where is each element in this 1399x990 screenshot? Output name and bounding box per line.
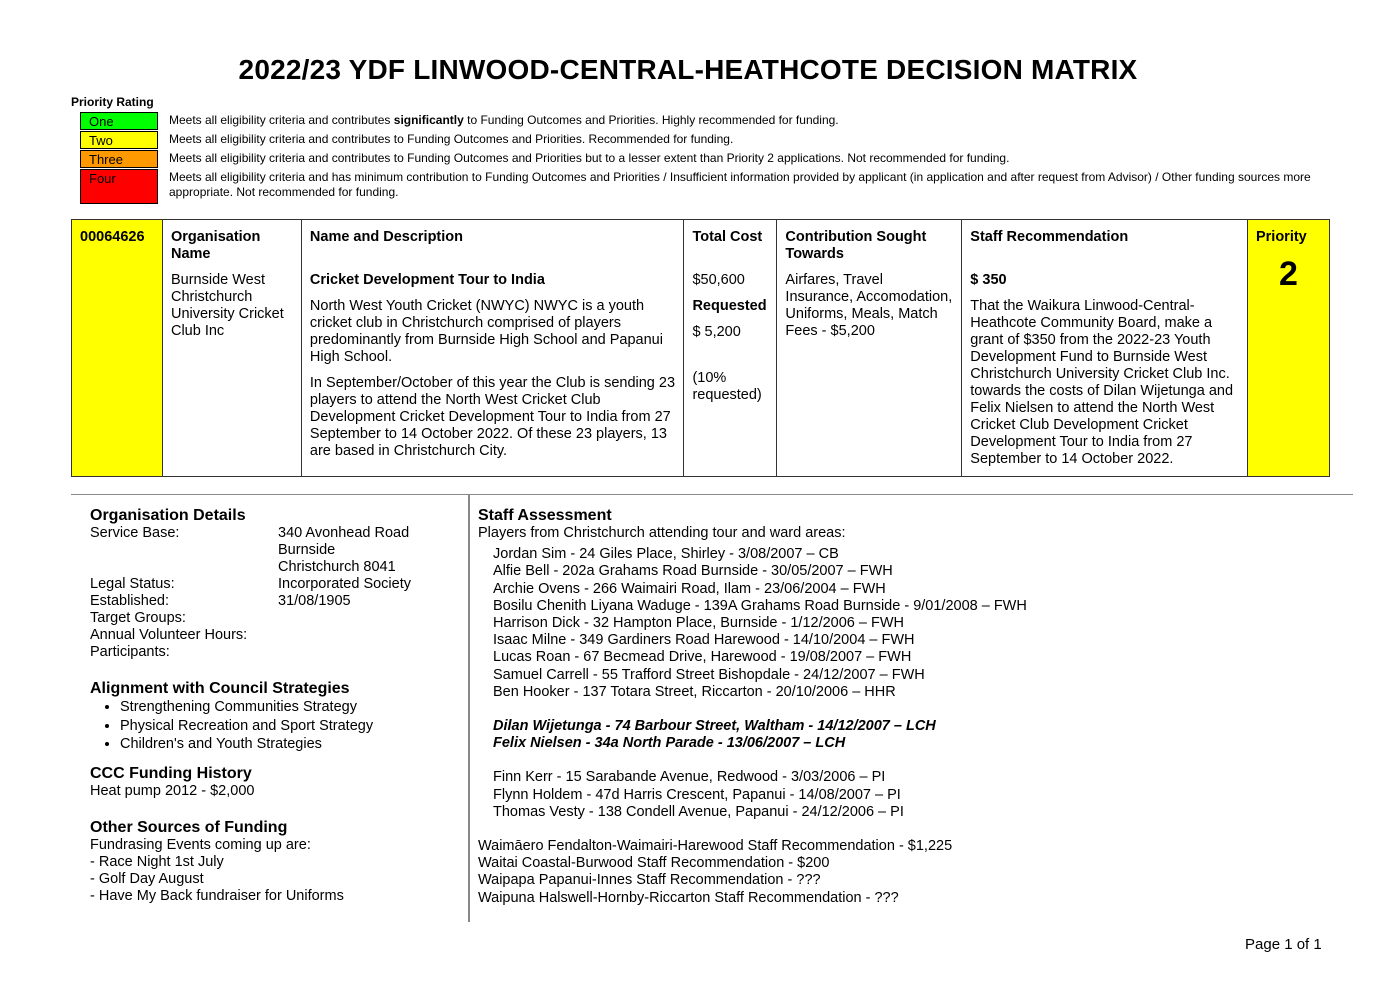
priority-swatch-two: Two <box>80 131 158 149</box>
priority-desc-three: Meets all eligibility criteria and contributes to Funding Outcomes and Priorities but to a lesser extent than Priority 2 applications. Not recommended for funding. <box>169 151 1010 165</box>
strategy-item: • Children's and Youth Strategies <box>120 735 460 754</box>
target-groups-label: Target Groups: <box>90 610 186 626</box>
service-base-row: Service Base: 340 Avonhead Road Burnside Christchurch 8041 <box>90 525 410 575</box>
other-funding-heading: Other Sources of Funding <box>90 818 288 836</box>
priority-swatch-three: Three <box>80 150 158 168</box>
player-entry: Lucas Roan - 67 Becmead Drive, Harewood - 19/08/2007 – FWH <box>493 649 912 666</box>
funding-history-text: Heat pump 2012 - $2,000 <box>90 782 255 799</box>
player-entry: Isaac Milne - 349 Gardiners Road Harewood - 14/10/2004 – FWH <box>493 632 915 649</box>
total-cost-cell <box>684 220 777 477</box>
page-number: Page 1 of 1 <box>1245 936 1322 953</box>
decision-matrix-table <box>71 219 1330 477</box>
page-title: 2022/23 YDF LINWOOD-CENTRAL-HEATHCOTE DECISION MATRIX <box>238 54 1138 85</box>
player-group-3 <box>478 769 1358 821</box>
other-funding-line: - Have My Back fundraiser for Uniforms <box>90 887 344 904</box>
priority-desc-four: Meets all eligibility criteria and has minimum contribution to Funding Outcomes and Priorities / Insufficient information provided by applicant (in application and after request from Advisor) / Other funding sources more appropriate. Not recommended for funding. <box>169 170 1311 199</box>
contribution-header: Contribution Sought Towards <box>785 229 927 262</box>
alignment-heading: Alignment with Council Strategies <box>90 680 350 697</box>
project-desc-2: In September/October of this year the Club is sending 23 players to attend the North West Cricket Club Development Cricket Development Tour to India from 27 September to 14 October 2022. Of these 23 players, 13 are based in Christchurch City. <box>309 375 676 459</box>
volunteer-hours-label: Annual Volunteer Hours: <box>90 627 248 643</box>
player-entry: Alfie Bell - 202a Grahams Road Burnside - 30/05/2007 – FWH <box>493 563 893 580</box>
org-name: Burnside West Christchurch University Cricket Club Inc <box>170 272 284 339</box>
right-column <box>478 506 1358 907</box>
project-title: Cricket Development Tour to India <box>309 272 545 288</box>
contribution-text: Airfares, Travel Insurance, Accomodation, Uniforms, Meals, Match Fees - $5,200 <box>785 272 953 339</box>
org-cell <box>162 220 301 477</box>
legal-status-row: Legal Status: Incorporated Society <box>90 576 411 592</box>
player-entry: Samuel Carrell - 55 Trafford Street Bishopdale - 24/12/2007 – FWH <box>493 666 925 683</box>
other-funding-line: Fundrasing Events coming up are: <box>90 836 311 853</box>
priority-header: Priority <box>1255 229 1307 245</box>
rec-text: That the Waikura Linwood-Central-Heathcote Community Board, make a grant of $350 from the 2022-23 Youth Development Fund to Burnside West Christchurch University Cricket Club Inc. towards the costs of Dilan Wijetunga and Felix Nielsen to attend the North West Cricket Club Development Cricket Development Tour to India from 27 September to 14 October 2022. <box>970 298 1234 467</box>
service-base-value: 340 Avonhead Road Burnside Christchurch 8041 <box>278 525 410 575</box>
column-divider <box>468 494 470 922</box>
section-divider <box>71 494 1353 495</box>
strategy-item: • Strengthening Communities Strategy <box>120 698 460 717</box>
total-cost-header: Total Cost <box>692 229 763 245</box>
player-entry: Ben Hooker - 137 Totara Street, Riccarton - 20/10/2006 – HHR <box>493 683 896 700</box>
left-column <box>90 506 460 905</box>
priority-value: 2 <box>1279 255 1298 293</box>
requested-percent: (10% requested) <box>692 370 762 403</box>
total-cost-value: $50,600 <box>692 272 745 288</box>
priority-desc-one: Meets all eligibility criteria and contributes significantly to Funding Outcomes and Priorities. Highly recommended for funding. <box>169 113 839 127</box>
player-entry-highlight: Felix Nielsen - 34a North Parade - 13/06/2007 – LCH <box>493 735 846 752</box>
participants-label: Participants: <box>90 644 170 660</box>
player-entry-highlight: Dilan Wijetunga - 74 Barbour Street, Waltham - 14/12/2007 – LCH <box>493 718 936 735</box>
staff-assessment-intro: Players from Christchurch attending tour and ward areas: <box>478 525 846 541</box>
ward-recommendation: Waitai Coastal-Burwood Staff Recommendation - $200 <box>478 855 830 872</box>
name-desc-cell <box>301 220 684 477</box>
established-row: Established: 31/08/1905 <box>90 593 351 609</box>
priority-swatch-four: Four <box>80 169 158 204</box>
staff-rec-header: Staff Recommendation <box>970 229 1129 245</box>
staff-assessment-heading: Staff Assessment <box>478 507 612 524</box>
player-entry: Jordan Sim - 24 Giles Place, Shirley - 3/08/2007 – CB <box>493 546 839 563</box>
rec-amount: $ 350 <box>970 272 1007 288</box>
player-entry: Bosilu Chenith Liyana Waduge - 139A Grahams Road Burnside - 9/01/2008 – FWH <box>493 597 1027 614</box>
org-details-heading: Organisation Details <box>90 507 246 524</box>
project-desc-1: North West Youth Cricket (NWYC) NWYC is a youth cricket club in Christchurch comprised of players predominantly from Burnside High School and Papanui High School. <box>309 298 663 365</box>
staff-rec-cell <box>962 220 1248 477</box>
ward-recommendation: Waipapa Papanui-Innes Staff Recommendation - ??? <box>478 872 821 889</box>
player-entry: Thomas Vesty - 138 Condell Avenue, Papanui - 24/12/2006 – PI <box>493 803 904 820</box>
requested-amount: $ 5,200 <box>692 324 741 340</box>
player-entry: Harrison Dick - 32 Hampton Place, Burnside - 1/12/2006 – FWH <box>493 615 905 632</box>
contribution-cell <box>777 220 962 477</box>
player-entry: Flynn Holdem - 47d Harris Crescent, Papanui - 14/08/2007 – PI <box>493 786 901 803</box>
priority-cell <box>1247 220 1329 477</box>
other-funding-line: - Golf Day August <box>90 870 204 887</box>
other-funding-line: - Race Night 1st July <box>90 853 224 870</box>
name-desc-header: Name and Description <box>309 229 463 245</box>
priority-desc-two: Meets all eligibility criteria and contributes to Funding Outcomes and Priorities. Recommended for funding. <box>169 132 734 146</box>
player-entry: Archie Ovens - 266 Waimairi Road, Ilam - 23/06/2004 – FWH <box>493 580 886 597</box>
player-group-1 <box>478 546 1358 701</box>
funding-history-heading: CCC Funding History <box>90 764 252 782</box>
priority-rating-label: Priority Rating <box>71 95 154 109</box>
ward-recommendations <box>478 838 1358 907</box>
strategy-item: • Physical Recreation and Sport Strategy <box>120 717 460 736</box>
org-header: Organisation Name <box>170 229 261 262</box>
ward-recommendation: Waimāero Fendalton-Waimairi-Harewood Staff Recommendation - $1,225 <box>478 838 953 855</box>
ward-recommendation: Waipuna Halswell-Hornby-Riccarton Staff Recommendation - ??? <box>478 889 899 906</box>
requested-label: Requested <box>692 298 767 314</box>
priority-swatch-one: One <box>80 112 158 130</box>
player-group-2 <box>478 718 1358 752</box>
strategy-list <box>90 698 460 754</box>
player-entry: Finn Kerr - 15 Sarabande Avenue, Redwood - 3/03/2006 – PI <box>493 769 886 786</box>
application-id: 00064626 <box>72 220 163 477</box>
matrix-row <box>72 220 1330 477</box>
